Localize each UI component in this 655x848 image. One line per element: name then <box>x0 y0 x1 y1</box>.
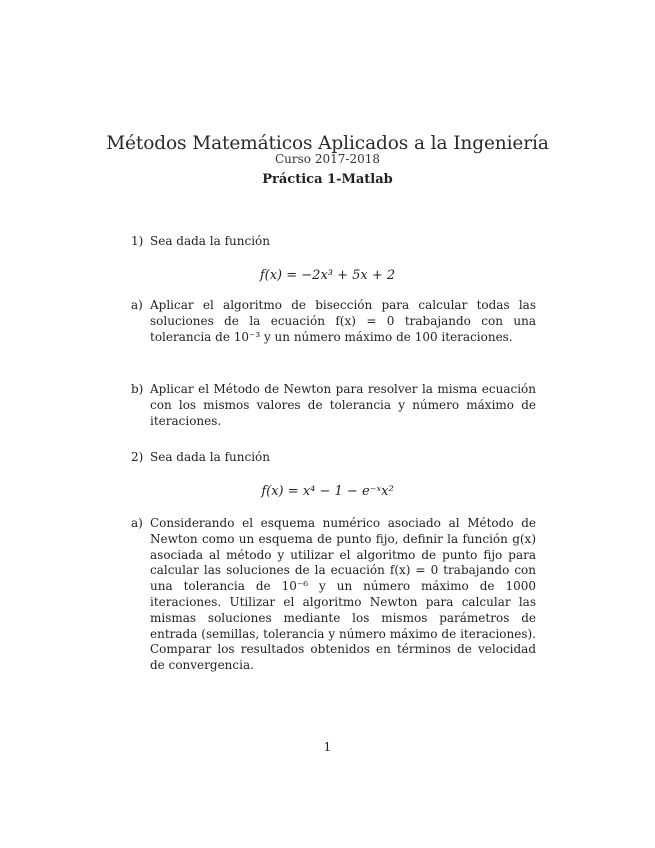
problem-1b-text: Aplicar el Método de Newton para resolver la misma ecuación con los mismos valores de tolerancia y número máximo de iteraciones. <box>150 382 536 428</box>
document-title: Métodos Matemáticos Aplicados a la Ingeniería <box>106 133 549 154</box>
equation-rhs: x⁴ − 1 − e⁻ˣx² <box>302 484 394 499</box>
equation-lhs: f(x) <box>259 268 283 283</box>
equation-rhs: −2x³ + 5x + 2 <box>301 268 396 283</box>
course-year: Curso 2017-2018 <box>275 152 380 166</box>
problem-2a-text: Considerando el esquema numérico asociado al Método de Newton como un esquema de punto fijo, definir la función g(x) asociada al método y utilizar el algoritmo de punto fijo para calcular las soluciones de la ecuación f(x) = 0 trabajando con una tolerancia de 10⁻⁶ y un número máximo de 1000 iteraciones. Utilizar el algoritmo Newton para calcular las mismas soluciones mediante los mismos parámetros de entrada (semillas, tolerancia y número máximo de iteraciones). Comparar los resultados obtenidos en términos de velocidad de convergencia. <box>150 516 536 673</box>
problem-1a-text: Aplicar el algoritmo de bisección para calcular todas las soluciones de la ecuación f(x) = 0 trabajando con una tolerancia de 10⁻³ y un número máximo de 100 iteraciones. <box>150 298 536 344</box>
problem-2-number: 2) <box>131 450 144 464</box>
equation-lhs: f(x) <box>261 484 284 499</box>
problem-2-intro: Sea dada la función <box>150 450 270 464</box>
problem-1-number: 1) <box>131 234 144 248</box>
page-number: 1 <box>323 740 332 754</box>
practice-title: Práctica 1-Matlab <box>262 172 393 187</box>
problem-1a-label: a) <box>131 298 143 312</box>
problem-2-equation <box>0 484 655 499</box>
equation-equals: = <box>282 268 302 283</box>
problem-2a-label: a) <box>131 516 143 530</box>
equation-equals: = <box>283 484 303 499</box>
problem-1b-label: b) <box>131 382 144 396</box>
problem-1-equation <box>0 268 655 283</box>
problem-1-intro: Sea dada la función <box>150 234 270 248</box>
